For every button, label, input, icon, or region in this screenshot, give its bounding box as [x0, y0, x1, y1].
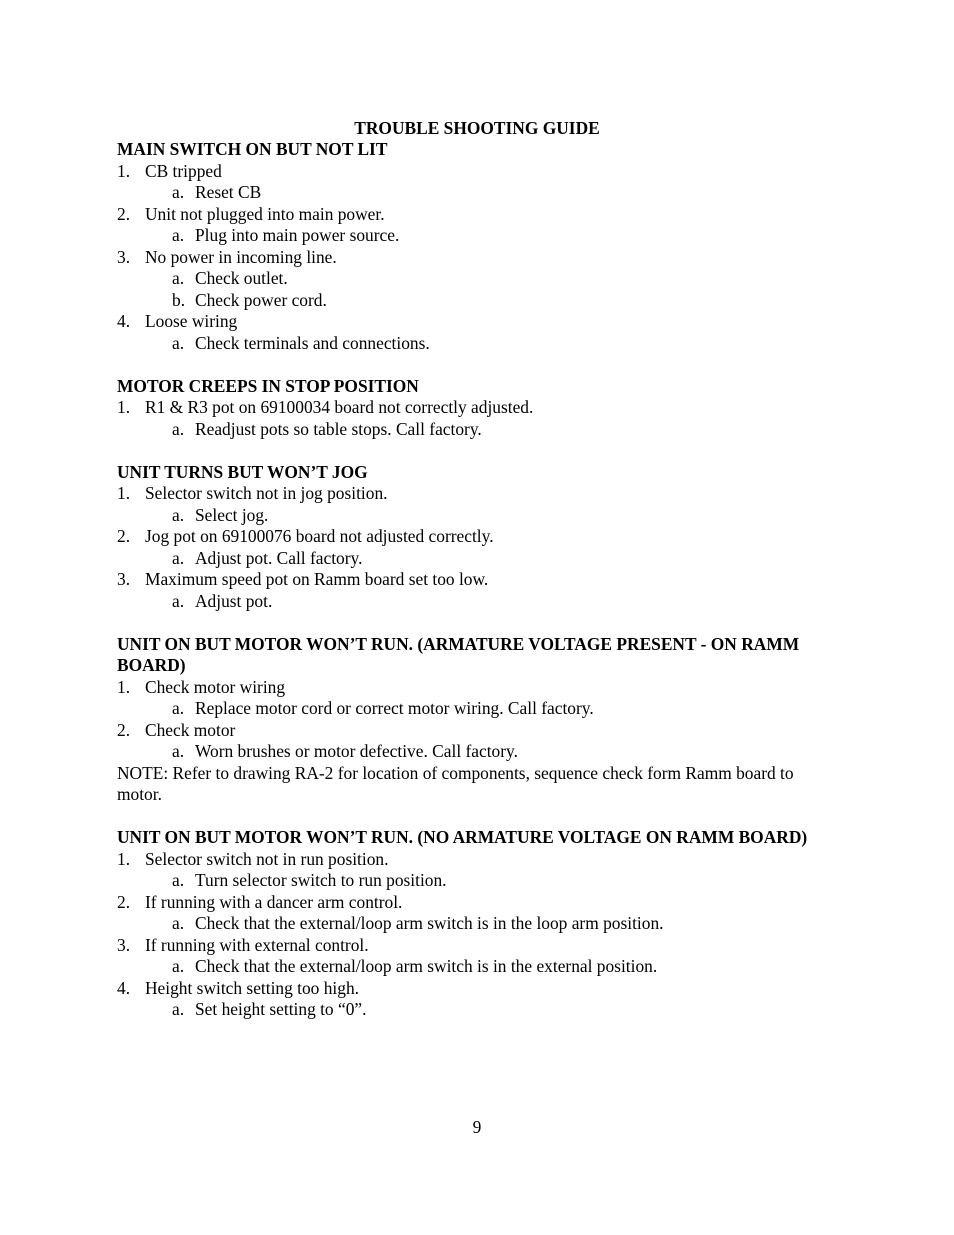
- sub-list: [117, 505, 837, 527]
- note-text: NOTE: Refer to drawing RA-2 for location of components, sequence check form Ramm board to motor.: [117, 762, 794, 804]
- sub-item-letter: b.: [172, 289, 186, 310]
- list-item: [117, 849, 837, 892]
- section: [117, 139, 837, 354]
- list-item-number: 1.: [117, 160, 131, 181]
- sub-item-text: Adjust pot.: [195, 590, 273, 611]
- section-heading: MOTOR CREEPS IN STOP POSITION: [117, 375, 419, 396]
- sub-item-letter: a.: [172, 870, 185, 890]
- list-item-text: If running with a dancer arm control.: [145, 891, 403, 912]
- sub-item-text: Check that the external/loop arm switch is in the external position.: [195, 956, 658, 976]
- list-item-number: 3.: [117, 934, 131, 955]
- sub-item-text: Select jog.: [195, 504, 269, 525]
- list-item-text: Selector switch not in jog position.: [145, 483, 388, 503]
- list-item: [117, 677, 837, 720]
- sub-item-text: Plug into main power source.: [195, 225, 400, 245]
- sub-item-text: Reset CB: [195, 182, 262, 202]
- sub-item-letter: a.: [172, 418, 185, 439]
- numbered-list: [117, 483, 837, 612]
- list-item-line: [117, 204, 837, 226]
- section-heading: UNIT ON BUT MOTOR WON’T RUN. (ARMATURE VOLTAGE PRESENT - ON RAMM BOARD): [117, 633, 800, 675]
- list-item: [117, 247, 837, 312]
- sub-item-text: Worn brushes or motor defective. Call factory.: [195, 741, 518, 761]
- sub-item-letter: a.: [172, 698, 185, 718]
- sub-list-item: [117, 505, 837, 527]
- sub-item-letter: a.: [172, 332, 185, 353]
- list-item-text: Check motor: [145, 719, 236, 740]
- list-item-text: Selector switch not in run position.: [145, 848, 389, 869]
- sub-item-letter: a.: [172, 913, 185, 933]
- troubleshooting-content: [117, 139, 837, 1021]
- list-item: [117, 978, 837, 1021]
- page-title: TROUBLE SHOOTING GUIDE: [354, 118, 600, 138]
- list-item-line: [117, 569, 837, 591]
- sub-list: [117, 956, 837, 978]
- sub-list: [117, 999, 837, 1021]
- sub-list-item: [117, 268, 837, 290]
- sub-list-item: [117, 182, 837, 204]
- list-item-number: 2.: [117, 891, 131, 912]
- sub-item-letter: a.: [172, 590, 185, 611]
- sub-list: [117, 698, 837, 720]
- sub-list-item: [117, 419, 837, 441]
- list-item: [117, 161, 837, 204]
- list-item: [117, 892, 837, 935]
- list-item-text: Jog pot on 69100076 board not adjusted correctly.: [145, 526, 494, 546]
- sub-item-text: Check terminals and connections.: [195, 332, 430, 353]
- sub-list-item: [117, 333, 837, 355]
- list-item-number: 2.: [117, 719, 131, 740]
- sub-item-letter: a.: [172, 547, 185, 568]
- list-item-number: 1.: [117, 848, 131, 869]
- sub-item-text: Turn selector switch to run position.: [195, 870, 447, 890]
- sub-item-letter: a.: [172, 182, 185, 202]
- sub-list: [117, 268, 837, 311]
- list-item-line: [117, 892, 837, 914]
- sub-list-item: [117, 290, 837, 312]
- section-heading: UNIT TURNS BUT WON’T JOG: [117, 461, 368, 482]
- section: [117, 634, 837, 763]
- sub-list: [117, 225, 837, 247]
- list-item-number: 2.: [117, 526, 131, 546]
- list-item: [117, 935, 837, 978]
- list-item-number: 2.: [117, 203, 131, 224]
- sub-item-letter: a.: [172, 999, 185, 1019]
- section: [117, 462, 837, 613]
- list-item-number: 4.: [117, 977, 131, 998]
- sub-item-text: Check power cord.: [195, 289, 327, 310]
- list-item-number: 1.: [117, 676, 131, 697]
- list-item-line: [117, 935, 837, 957]
- sub-list: [117, 182, 837, 204]
- list-item: [117, 526, 837, 569]
- sub-item-text: Readjust pots so table stops. Call factory.: [195, 418, 482, 439]
- section: [117, 827, 837, 1021]
- list-item-line: [117, 849, 837, 871]
- list-item-line: [117, 397, 837, 419]
- sub-list: [117, 913, 837, 935]
- list-item-line: [117, 720, 837, 742]
- sub-item-letter: a.: [172, 956, 185, 976]
- section-heading: UNIT ON BUT MOTOR WON’T RUN. (NO ARMATURE VOLTAGE ON RAMM BOARD): [117, 827, 808, 847]
- list-item-text: R1 & R3 pot on 69100034 board not correctly adjusted.: [145, 397, 534, 417]
- sub-list-item: [117, 698, 837, 720]
- list-item-line: [117, 483, 837, 505]
- sub-list-item: [117, 548, 837, 570]
- list-item-line: [117, 311, 837, 333]
- list-item: [117, 569, 837, 612]
- sub-item-letter: a.: [172, 268, 185, 288]
- list-item-text: Height switch setting too high.: [145, 977, 359, 998]
- list-item-line: [117, 978, 837, 1000]
- sub-list: [117, 548, 837, 570]
- list-item-number: 1.: [117, 483, 131, 503]
- sub-list: [117, 870, 837, 892]
- list-item: [117, 720, 837, 763]
- list-item-line: [117, 677, 837, 699]
- list-item: [117, 483, 837, 526]
- numbered-list: [117, 397, 837, 440]
- sections-group-1: [117, 139, 837, 763]
- list-item-number: 4.: [117, 311, 131, 331]
- numbered-list: [117, 677, 837, 763]
- sub-list: [117, 333, 837, 355]
- sub-list-item: [117, 225, 837, 247]
- numbered-list: [117, 849, 837, 1021]
- sub-item-letter: a.: [172, 741, 185, 761]
- list-item-text: Loose wiring: [145, 311, 238, 331]
- list-item-text: Unit not plugged into main power.: [145, 203, 385, 224]
- sub-list-item: [117, 741, 837, 763]
- sub-list-item: [117, 913, 837, 935]
- sub-list-item: [117, 999, 837, 1021]
- sub-item-letter: a.: [172, 504, 185, 525]
- sub-list-item: [117, 870, 837, 892]
- sub-list: [117, 419, 837, 441]
- list-item: [117, 311, 837, 354]
- sub-item-text: Check that the external/loop arm switch is in the loop arm position.: [195, 913, 664, 933]
- sections-group-2: [117, 827, 837, 1021]
- sub-item-text: Adjust pot. Call factory.: [195, 547, 363, 568]
- section: [117, 376, 837, 441]
- list-item-number: 3.: [117, 246, 131, 267]
- sub-list: [117, 591, 837, 613]
- list-item-text: Check motor wiring: [145, 676, 286, 697]
- list-item: [117, 397, 837, 440]
- list-item-text: No power in incoming line.: [145, 246, 337, 267]
- page-number: 9: [472, 1117, 482, 1137]
- list-item: [117, 204, 837, 247]
- list-item-line: [117, 161, 837, 183]
- sub-list: [117, 741, 837, 763]
- list-item-text: If running with external control.: [145, 934, 369, 955]
- sub-item-letter: a.: [172, 225, 185, 245]
- sub-item-text: Replace motor cord or correct motor wiring. Call factory.: [195, 698, 594, 718]
- list-item-number: 3.: [117, 569, 131, 589]
- list-item-text: Maximum speed pot on Ramm board set too low.: [145, 569, 489, 589]
- list-item-line: [117, 247, 837, 269]
- list-item-line: [117, 526, 837, 548]
- numbered-list: [117, 161, 837, 355]
- sub-list-item: [117, 956, 837, 978]
- sub-item-text: Set height setting to “0”.: [195, 999, 367, 1019]
- sub-list-item: [117, 591, 837, 613]
- section-heading: MAIN SWITCH ON BUT NOT LIT: [117, 139, 388, 159]
- list-item-text: CB tripped: [145, 160, 222, 181]
- sub-item-text: Check outlet.: [195, 268, 288, 288]
- list-item-number: 1.: [117, 397, 131, 417]
